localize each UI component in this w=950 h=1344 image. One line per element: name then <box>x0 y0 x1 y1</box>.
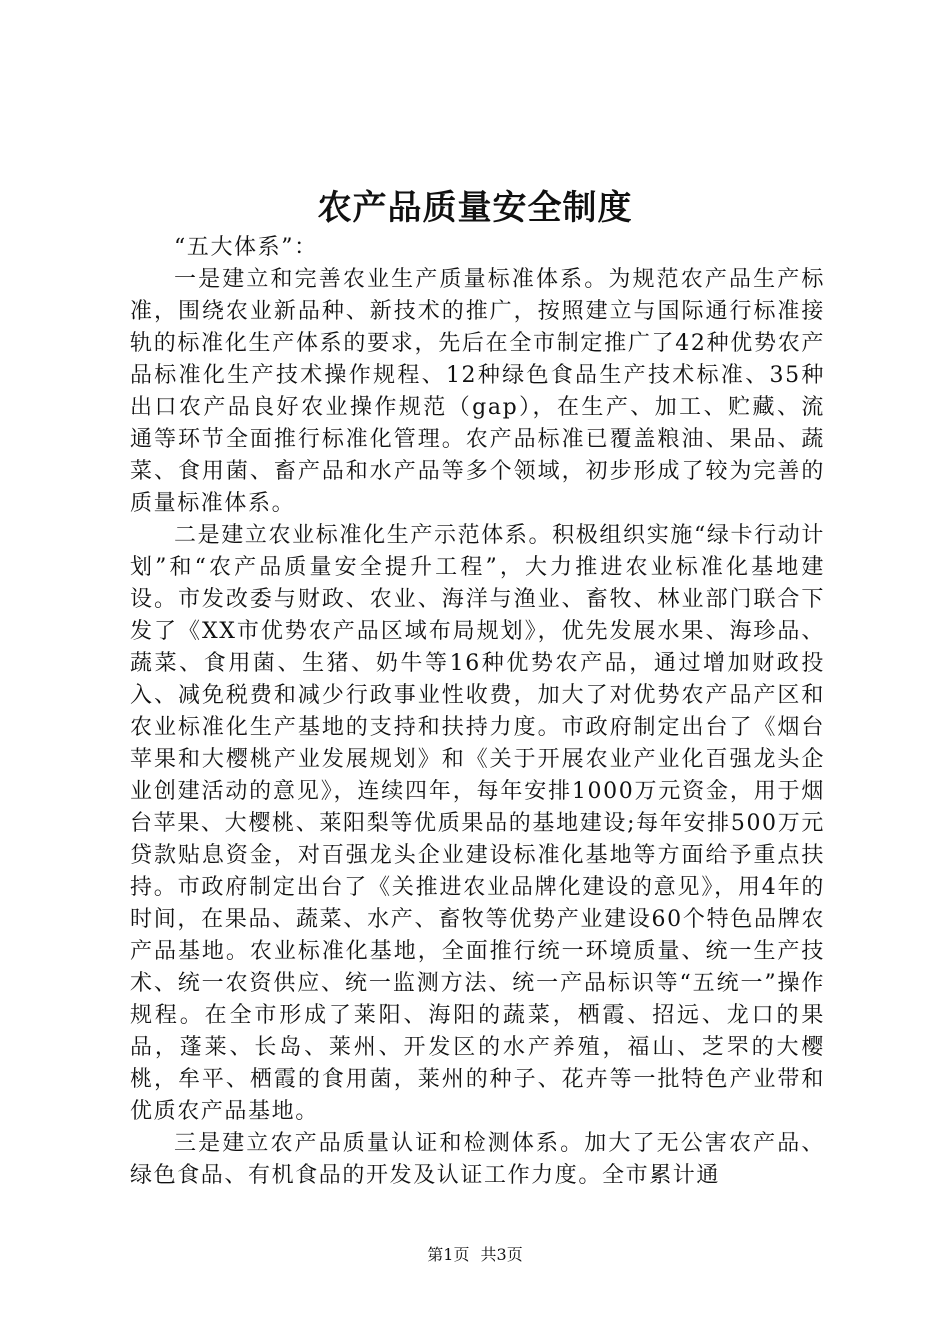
paragraph-intro: “五大体系”： <box>174 235 318 260</box>
page-number: 第1页 <box>427 1245 470 1264</box>
paragraph-standards-system: 一是建立和完善农业生产质量标准体系。为规范农产品生产标准，围绕农业新品种、新技术的推广，按照建立与国际通行标准接轨的标准化生产体系的要求，先后在全市制定推广了42种优势农产品标准化生产技术操作规程、12种绿色食品生产技术标准、35种出口农产品良好农业操作规范（gap），在生产、加工、贮藏、流通等环节全面推行标准化管理。农产品标准已覆盖粮油、果品、蔬菜、食用菌、畜产品和水产品等多个领域，初步形成了较为完善的质量标准体系。 <box>130 267 825 516</box>
paragraph-demonstration-system: 二是建立农业标准化生产示范体系。积极组织实施“绿卡行动计划”和“农产品质量安全提升工程”，大力推进农业标准化基地建设。市发改委与财政、农业、海洋与渔业、畜牧、林业部门联合下发了《XX市优势农产品区域布局规划》，优先发展水果、海珍品、蔬菜、食用菌、生猪、奶牛等16种优势农产品，通过增加财政投入、减免税费和减少行政事业性收费，加大了对优势农产品产区和农业标准化生产基地的支持和扶持力度。市政府制定出台了《烟台苹果和大樱桃产业发展规划》和《关于开展农业产业化百强龙头企业创建活动的意见》，连续四年，每年安排1000万元资金，用于烟台苹果、大樱桃、莱阳梨等优质果品的基地建设;每年安排500万元贷款贴息资金，对百强龙头企业建设标准化基地等方面给予重点扶持。市政府制定出台了《关推进农业品牌化建设的意见》，用4年的时间，在果品、蔬菜、水产、畜牧等优势产业建设60个特色品牌农产品基地。农业标准化基地，全面推行统一环境质量、统一生产技术、统一农资供应、统一监测方法、统一产品标识等“五统一”操作规程。在全市形成了莱阳、海阳的蔬菜，栖霞、招远、龙口的果品，蓬莱、长岛、莱州、开发区的水产养殖，福山、芝罘的大樱桃，牟平、栖霞的食用菌，莱州的种子、花卉等一批特色产业带和优质农产品基地。 <box>130 523 825 1124</box>
document-title: 农产品质量安全制度 <box>317 188 633 228</box>
page-total: 共3页 <box>480 1245 523 1264</box>
document-body <box>130 232 825 1192</box>
page-footer <box>0 1244 950 1266</box>
paragraph-certification-system: 三是建立农产品质量认证和检测体系。加大了无公害农产品、绿色食品、有机食品的开发及认证工作力度。全市累计通 <box>130 1131 825 1188</box>
